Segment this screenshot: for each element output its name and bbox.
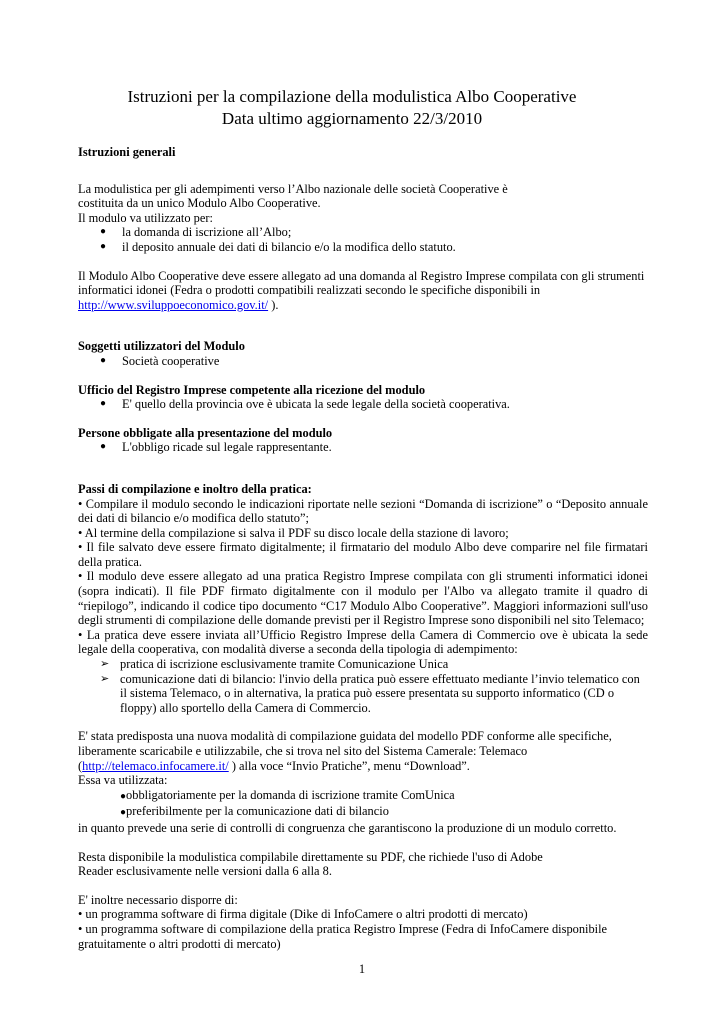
list-item: ➢ pratica di iscrizione esclusivamente tramite Comunicazione Unica (78, 657, 648, 672)
general-para-1: La modulistica per gli adempimenti verso l’Albo nazionale delle società Cooperative è costituita da un unico Modulo Albo Cooperative. (78, 181, 508, 211)
list-item: ➢ comunicazione dati di bilancio: l'invio della pratica può essere effettuato mediante l’invio telematico con il sistema Telemaco, o in alternativa, la pratica può essere presentata su supporto informatico (CD o floppy) allo sportello della Camera di Commercio. (78, 672, 648, 716)
general-para-2: Il modulo va utilizzato per: (78, 210, 213, 225)
office-list (78, 397, 648, 412)
list-item: obbligatoriamente per la domanda di iscrizione tramite ComUnica (126, 787, 455, 802)
list-item: ● il deposito annuale dei dati di bilancio e/o la modifica dello statuto. (78, 240, 648, 255)
document-title (0, 86, 714, 130)
list-item: ● L'obbligo ricade sul legale rappresentante. (78, 440, 648, 455)
title-line-1: Istruzioni per la compilazione della modulistica Albo Cooperative (127, 87, 577, 106)
list-item: preferibilmente per la comunicazione dati di bilancio (126, 804, 389, 819)
procedure-para-5: E' inoltre necessario disporre di: (78, 892, 238, 907)
procedure-para-3: in quanto prevede una serie di controlli di congruenza che garantiscono la produzione di un modulo corretto. (78, 820, 617, 835)
section-heading-office: Ufficio del Registro Imprese competente alla ricezione del modulo (78, 382, 426, 397)
sviluppo-economico-link[interactable]: http://www.sviluppoeconomico.gov.it/ (78, 297, 269, 312)
procedure-para-1-end: ) alla voce “Invio Pratiche”, menu “Download”. (228, 758, 470, 773)
procedure-use-2 (78, 804, 648, 821)
list-item: ● E' quello della provincia ove è ubicata la sede legale della società cooperativa. (78, 397, 648, 412)
document-body (78, 145, 648, 951)
general-para-3-end: ). (268, 297, 279, 312)
general-para-3 (78, 269, 648, 313)
general-para-3-text: Il Modulo Albo Cooperative deve essere allegato ad una domanda al Registro Imprese compilata con gli strumenti informatici idonei (Fedra o prodotti compatibili realizzati secondo le specifiche disponibili in (78, 268, 645, 298)
general-uses-list (78, 225, 648, 254)
procedure-use-1 (78, 788, 648, 805)
procedure-para-1: E' stata predisposta una nuova modalità di compilazione guidata del modello PDF conforme alle specifiche, liberamente scaricabile e utilizzabile, che si trova nel sito del Sistema Camerale: Telemaco (http://telemaco.infocamere.it/ ) alla voce “Invio Pratiche”, menu “Download”. (78, 729, 612, 773)
obliged-list (78, 440, 648, 455)
telemaco-link[interactable]: http://telemaco.infocamere.it/ (82, 758, 229, 773)
page-number: 1 (358, 962, 366, 976)
section-heading-users: Soggetti utilizzatori del Modulo (78, 339, 245, 354)
users-list (78, 354, 648, 369)
step-item: • Il modulo deve essere allegato ad una pratica Registro Imprese compilata con gli strumenti informatici idonei (sopra indicati). Il file PDF firmato digitalmente con il modulo per l'Albo va allegato tramite il quadro di “riepilogo”, indicando il codice tipo documento “C17 Modulo Albo Cooperative”. Maggiori informazioni sull'uso degli strumenti di compilazione delle domande previsti per il Registro Imprese sono disponibili nel sito Telemaco; (78, 569, 648, 628)
list-item: ● la domanda di iscrizione all’Albo; (78, 225, 648, 240)
procedure-para-1-text: E' stata predisposta una nuova modalità di compilazione guidata del modello PDF conforme alle specifiche, liberamente scaricabile e utilizzabile, che si trova nel sito del Sistema Camerale: Telemaco (78, 729, 612, 758)
title-line-2: Data ultimo aggiornamento 22/3/2010 (221, 109, 483, 128)
section-heading-general: Istruzioni generali (78, 145, 176, 159)
step-item: • Compilare il modulo secondo le indicazioni riportate nelle sezioni “Domanda di iscrizione” o “Deposito annuale dei dati di bilancio e/o modifica dello statuto”; (78, 496, 648, 526)
procedure-para-2: Essa va utilizzata: (78, 773, 168, 788)
section-heading-obliged: Persone obbligate alla presentazione del modulo (78, 425, 333, 440)
step-item: • La pratica deve essere inviata all’Ufficio Registro Imprese della Camera di Commercio ove è ubicata la sede legale della cooperativa, con modalità diverse a seconda della tipologia di adempimento: (78, 627, 648, 657)
step-item: • Al termine della compilazione si salva il PDF su disco locale della stazione di lavoro; (78, 525, 509, 540)
steps-arrow-list (78, 657, 648, 715)
section-heading-steps: Passi di compilazione e inoltro della pratica: (78, 481, 312, 496)
list-item: ● Società cooperative (78, 354, 648, 369)
need-item: • un programma software di firma digitale (Dike di InfoCamere o altri prodotti di mercato) (78, 907, 528, 922)
step-item: • Il file salvato deve essere firmato digitalmente; il firmatario del modulo Albo deve comparire nel file firmatari della pratica. (78, 540, 648, 569)
procedure-para-4: Resta disponibile la modulistica compilabile direttamente su PDF, che richiede l'uso di Adobe Reader esclusivamente nelle versioni dalla 6 alla 8. (78, 849, 543, 879)
need-item: • un programma software di compilazione della pratica Registro Imprese (Fedra di InfoCamere disponibile gratuitamente o altri prodotti di mercato) (78, 921, 608, 951)
